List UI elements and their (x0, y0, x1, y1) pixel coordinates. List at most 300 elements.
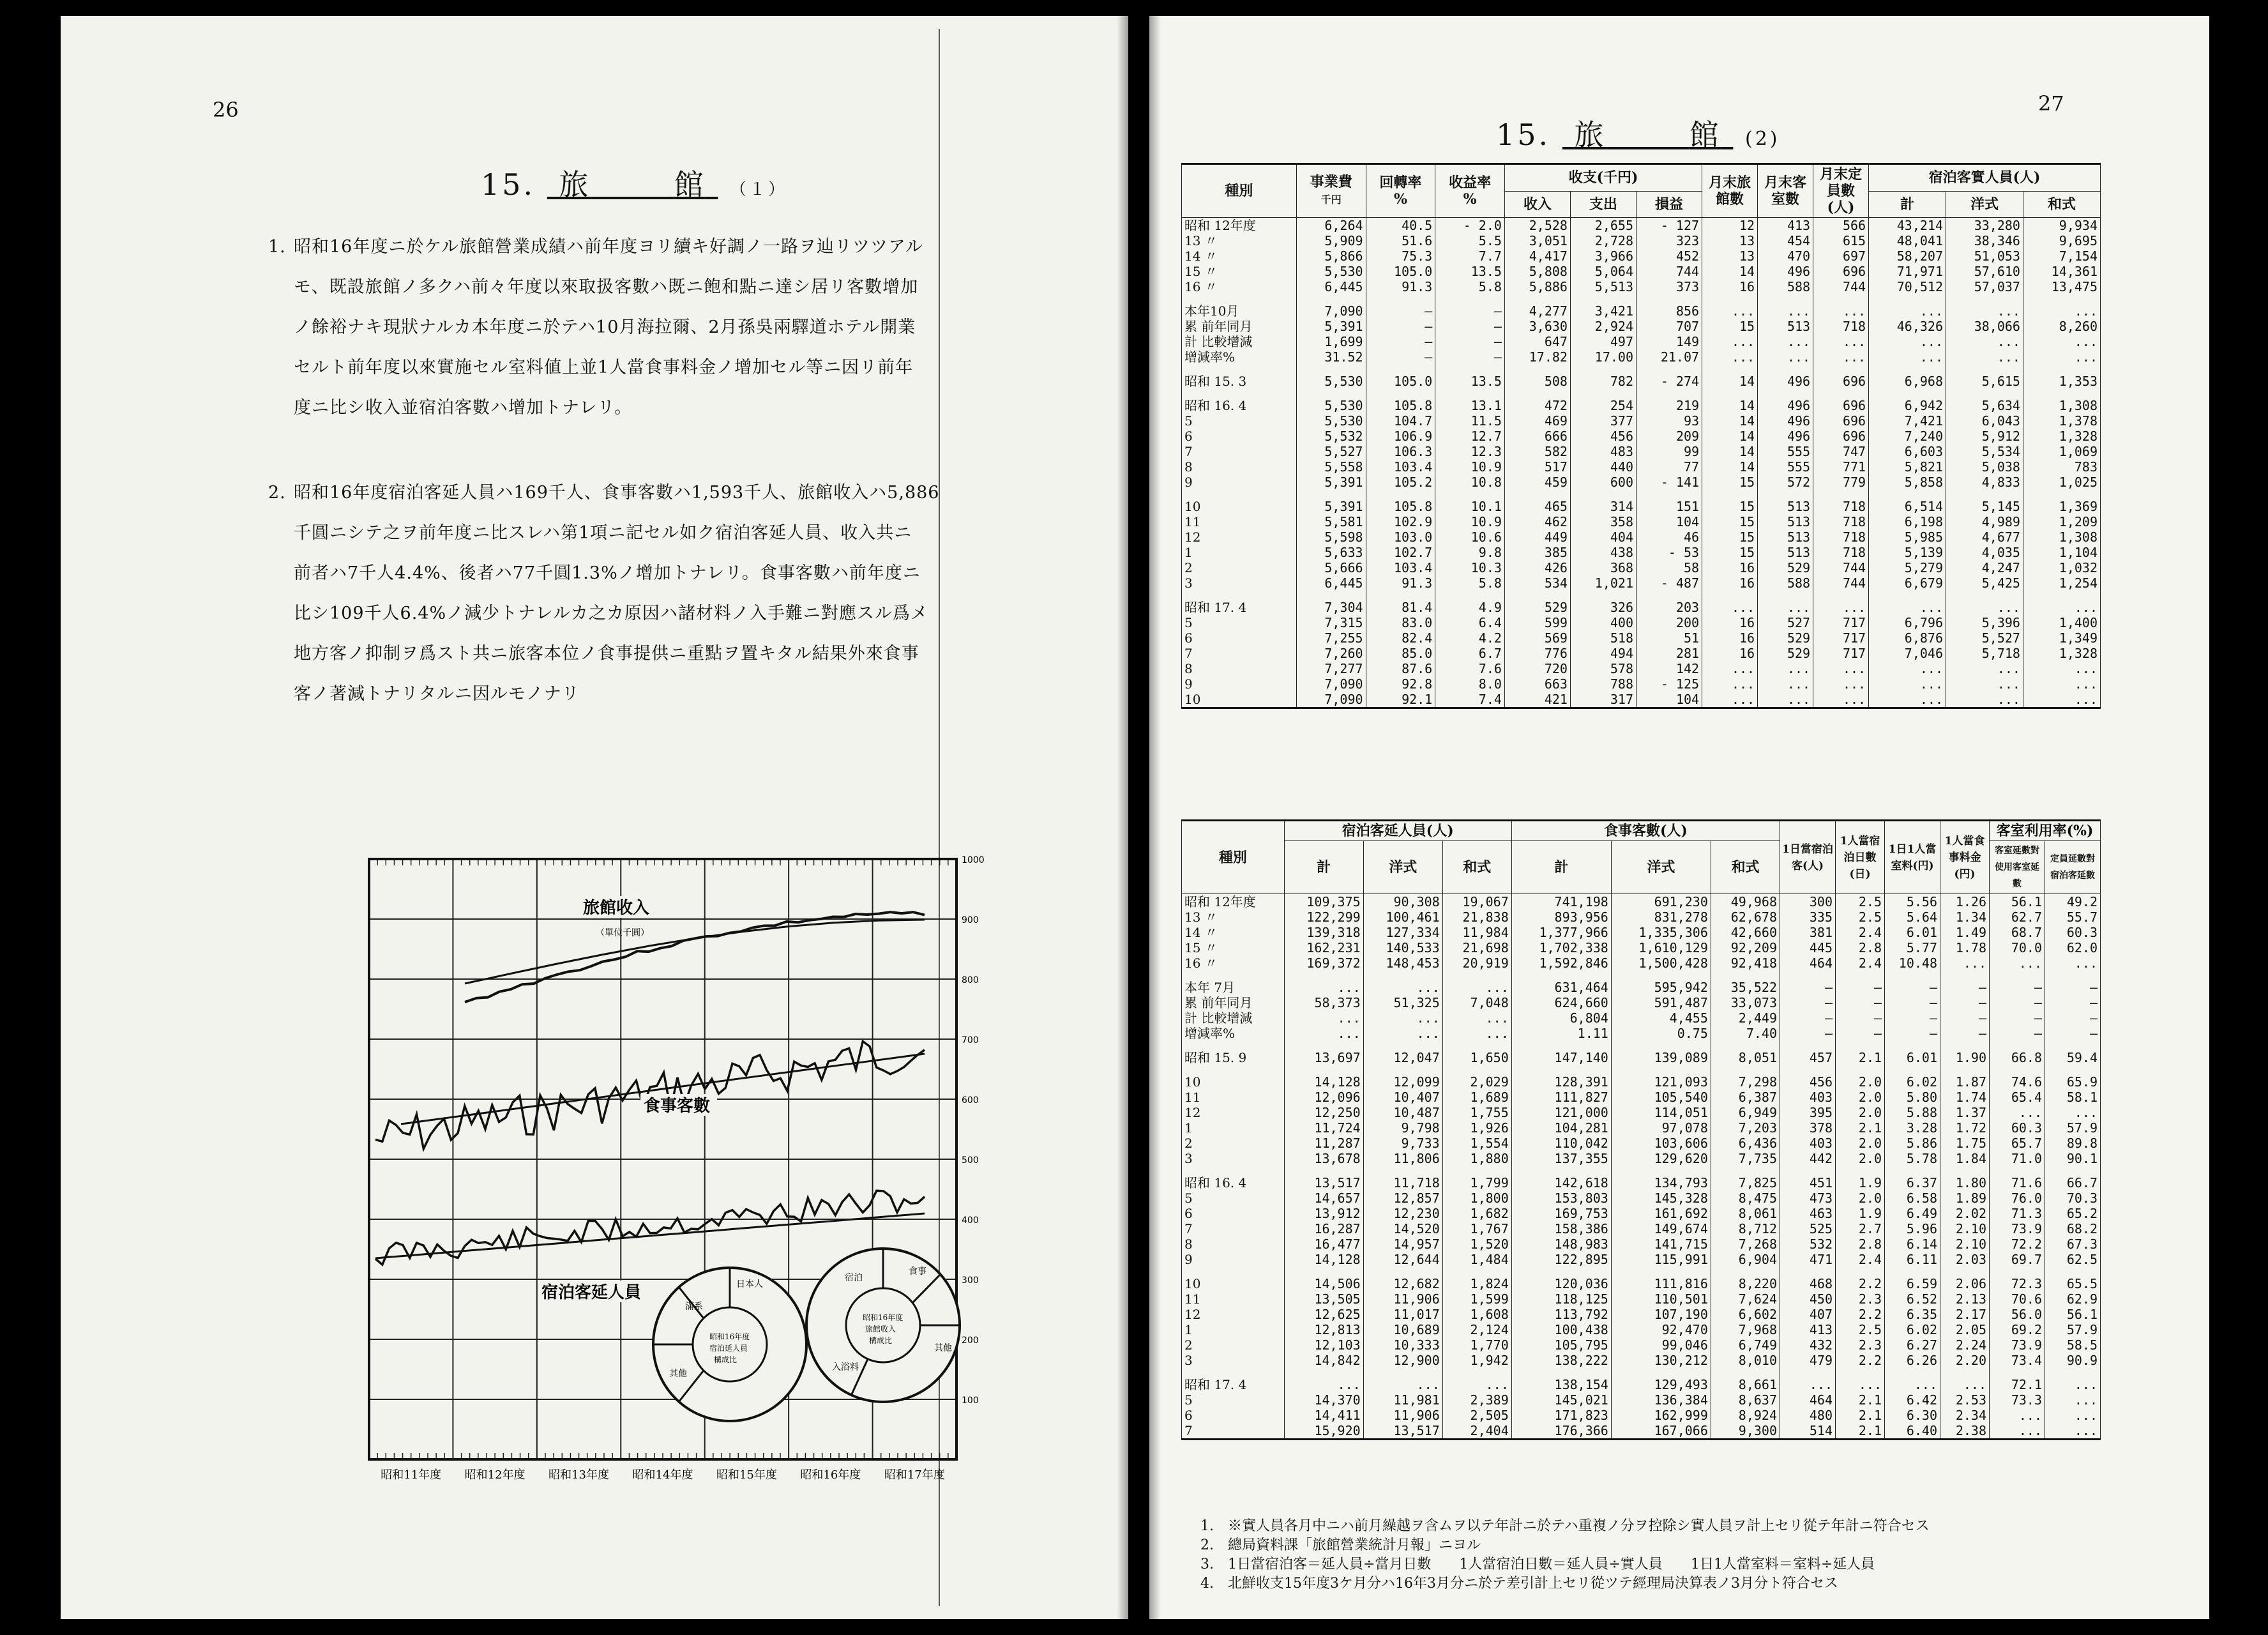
table-cell: 14,657 (1284, 1190, 1363, 1206)
pie-income-composition (806, 1249, 960, 1402)
table-cell: 14,506 (1284, 1276, 1363, 1291)
table-cell: 413 (1780, 1322, 1836, 1337)
table-cell: 121,093 (1611, 1074, 1711, 1090)
table-cell: 4,035 (1946, 545, 2023, 560)
y-tick-label: 900 (962, 915, 979, 925)
table-cell: 120,036 (1511, 1276, 1611, 1291)
table-cell: 4.9 (1435, 600, 1505, 615)
text-line: 比シ109千人6.4%ノ減少トナレルカ之カ原因ハ諸材料ノ入手難ニ對應スル爲メ (294, 604, 928, 623)
table-cell: ... (1836, 1377, 1885, 1392)
y-tick-label: 100 (962, 1395, 979, 1406)
row-label: 增減率% (1182, 349, 1297, 365)
row-label: 昭和 15. 9 (1182, 1050, 1285, 1065)
table-cell: 2.10 (1940, 1236, 1990, 1252)
y-tick-label: 600 (962, 1095, 979, 1106)
table-cell: 254 (1570, 398, 1636, 413)
table-cell: 1,378 (2023, 413, 2100, 429)
table-cell: 6.01 (1885, 925, 1940, 940)
table-cell (1836, 1368, 1885, 1377)
row-label: 6 (1182, 1206, 1285, 1221)
table-cell: 11,984 (1442, 925, 1511, 940)
table-cell: 6,445 (1296, 279, 1366, 294)
table-row (1182, 319, 2101, 334)
table-cell: 532 (1780, 1236, 1836, 1252)
table-cell: — (2045, 995, 2101, 1010)
table-cell: 4,455 (1611, 1010, 1711, 1026)
col-guests-western: 洋式 (1946, 191, 2023, 217)
table-cell: 7,304 (1296, 600, 1366, 615)
table-cell: 6.26 (1885, 1353, 1940, 1368)
table-cell (2045, 1368, 2101, 1377)
table-cell: ... (1758, 303, 1813, 319)
table-cell: 1,520 (1442, 1236, 1511, 1252)
table-cell: 1,650 (1442, 1050, 1511, 1065)
table-cell: 6.52 (1885, 1291, 1940, 1307)
table-cell: 5.88 (1885, 1105, 1940, 1120)
table-cell (1284, 1065, 1363, 1074)
table-cell: 2,528 (1504, 218, 1570, 234)
table-cell: — (1780, 995, 1836, 1010)
table-cell: 10.48 (1885, 955, 1940, 971)
table-cell: 13 (1702, 233, 1758, 248)
separator-row (1182, 1065, 2101, 1074)
table-cell: — (1780, 1026, 1836, 1041)
table-cell: 58,207 (1869, 248, 1946, 264)
table-cell: 6,942 (1869, 398, 1946, 413)
title-underlined (1562, 118, 1734, 152)
table-cell: 14 (1702, 398, 1758, 413)
y-tick-label: 500 (962, 1155, 979, 1166)
table-cell: 15 (1702, 514, 1758, 529)
table-cell: 51.6 (1366, 233, 1435, 248)
table-cell (1284, 1041, 1363, 1050)
table-cell: 129,493 (1611, 1377, 1711, 1392)
table-cell: 15 (1702, 475, 1758, 490)
table-cell: 43,214 (1869, 218, 1946, 234)
table-cell: ... (1885, 1377, 1940, 1392)
table-cell: 582 (1504, 444, 1570, 459)
table-cell: 1.87 (1940, 1074, 1990, 1090)
table-cell: 14 (1702, 413, 1758, 429)
table-cell: 6,603 (1869, 444, 1946, 459)
table-cell (1296, 365, 1366, 374)
table-cell: 57.9 (2045, 1322, 2101, 1337)
table-cell: 404 (1570, 529, 1636, 545)
table-cell: 1.74 (1940, 1090, 1990, 1105)
col-per-person-days: 1人當宿泊日數(日) (1836, 821, 1885, 894)
table-cell: 12.7 (1435, 429, 1505, 444)
table-cell: 456 (1780, 1074, 1836, 1090)
table-cell: 106.3 (1366, 444, 1435, 459)
table-cell: 2.06 (1940, 1276, 1990, 1291)
table-cell: 118,125 (1511, 1291, 1611, 1307)
table-cell (1780, 1041, 1836, 1050)
table-cell: 13,697 (1284, 1050, 1363, 1065)
table-cell: 7,090 (1296, 303, 1366, 319)
table-cell: 2.17 (1940, 1307, 1990, 1322)
table-cell: 76.0 (1990, 1190, 2045, 1206)
separator-row (1182, 1267, 2101, 1276)
table-cell (1702, 389, 1758, 398)
table-cell: 148,983 (1511, 1236, 1611, 1252)
table-cell: 2,389 (1442, 1392, 1511, 1408)
text-line: 昭和16年度ニ於ケル旅館營業成績ハ前年度ヨリ續キ好調ノ一路ヲ辿リツツアル (294, 237, 923, 257)
table-cell: 696 (1813, 413, 1869, 429)
table-cell: 60.3 (1990, 1120, 2045, 1136)
table-cell: 142,618 (1511, 1175, 1611, 1190)
table-cell: 16 (1702, 575, 1758, 591)
table-cell: 6,876 (1869, 630, 1946, 646)
table-cell: 464 (1780, 955, 1836, 971)
table-cell: 38,346 (1946, 233, 2023, 248)
table-cell (1182, 971, 1285, 980)
table-cell: — (1836, 995, 1885, 1010)
table-cell: 1,926 (1442, 1120, 1511, 1136)
table-cell: 6.02 (1885, 1074, 1940, 1090)
table-cell (2045, 1267, 2101, 1276)
section-title-left (481, 162, 787, 204)
table-row (1182, 575, 2101, 591)
table-cell (1940, 1166, 1990, 1175)
table-cell: ... (1813, 692, 1869, 708)
table-cell: ... (1946, 692, 2023, 708)
table-cell: ... (1442, 980, 1511, 995)
col-meal-fee: 1人當食事料金(円) (1940, 821, 1990, 894)
table-cell (1836, 971, 1885, 980)
table-cell: 10,333 (1363, 1337, 1442, 1353)
table-row (1182, 955, 2101, 971)
table-cell: 377 (1570, 413, 1636, 429)
table-cell: 93 (1637, 413, 1702, 429)
table-cell: 219 (1637, 398, 1702, 413)
table-cell: 472 (1504, 398, 1570, 413)
table-row (1182, 349, 2101, 365)
income-unit-label: （單位千圓） (596, 928, 649, 938)
table-cell (1284, 971, 1363, 980)
table-row (1182, 374, 2101, 389)
table-cell: — (1366, 319, 1435, 334)
table-cell (1296, 294, 1366, 303)
table-cell: 1,254 (2023, 575, 2100, 591)
table-cell: ... (1702, 676, 1758, 692)
table-row (1182, 630, 2101, 646)
title-number: 15. (481, 167, 536, 202)
table-cell: 385 (1504, 545, 1570, 560)
table-cell (1702, 591, 1758, 600)
table-cell: ... (2045, 955, 2101, 971)
text-line: 昭和16年度宿泊客延人員ハ169千人、食事客數ハ1,593千人、旅館收入ハ5,886 (294, 483, 940, 503)
table-cell: 438 (1570, 545, 1636, 560)
table-cell (1990, 1041, 2045, 1050)
table-cell (1758, 490, 1813, 499)
table-cell: 13,517 (1363, 1423, 1442, 1440)
table-cell: 0.75 (1611, 1026, 1711, 1041)
table-cell (1885, 1041, 1940, 1050)
table-cell: 162,231 (1284, 940, 1363, 955)
table-row (1182, 264, 2101, 279)
row-label: 7 (1182, 646, 1297, 661)
table-cell: 5.86 (1885, 1136, 1940, 1151)
table-cell: ... (1946, 676, 2023, 692)
table-cell: ... (1442, 1010, 1511, 1026)
table-cell: 136,384 (1611, 1392, 1711, 1408)
table-cell: 6,602 (1711, 1307, 1780, 1322)
table-cell: 69.2 (1990, 1322, 2045, 1337)
table-cell: ... (2023, 676, 2100, 692)
table-cell: 494 (1570, 646, 1636, 661)
table-cell: 496 (1758, 398, 1813, 413)
table-cell: 11,981 (1363, 1392, 1442, 1408)
table-row (1182, 1307, 2101, 1322)
table-cell: 14 (1702, 444, 1758, 459)
table-cell: 46 (1637, 529, 1702, 545)
table-cell: ... (1813, 600, 1869, 615)
table-cell: 73.9 (1990, 1337, 2045, 1353)
table-cell: 527 (1758, 615, 1813, 630)
table-row (1182, 1175, 2101, 1190)
table-cell: 483 (1570, 444, 1636, 459)
table-cell: 469 (1504, 413, 1570, 429)
table-cell: 65.2 (2045, 1206, 2101, 1221)
table-cell: ... (1990, 1423, 2045, 1440)
table-cell: 72.2 (1990, 1236, 2045, 1252)
table-cell: 49,968 (1711, 894, 1780, 910)
table-cell: 5,425 (1946, 575, 2023, 591)
table-cell: 555 (1758, 459, 1813, 475)
row-label: 7 (1182, 444, 1297, 459)
row-label: 11 (1182, 514, 1297, 529)
col-stay-western: 洋式 (1363, 841, 1442, 894)
table-cell: 122,299 (1284, 909, 1363, 925)
hotel-trend-chart (296, 840, 1030, 1485)
table-cell: 7,048 (1442, 995, 1511, 1010)
table-cell (1711, 1267, 1780, 1276)
table-row (1182, 1353, 2101, 1368)
x-tick-label: 昭和15年度 (716, 1468, 777, 1482)
col-hotels: 月末旅館數 (1702, 164, 1758, 218)
table-cell: 1,032 (2023, 560, 2100, 575)
paragraph-1 (268, 227, 1073, 428)
table-cell (1637, 365, 1702, 374)
table-cell: 12,096 (1284, 1090, 1363, 1105)
row-label: 12 (1182, 1105, 1285, 1120)
table-cell: ... (2023, 692, 2100, 708)
table-cell: ... (1284, 1010, 1363, 1026)
table-cell: 12,900 (1363, 1353, 1442, 1368)
x-tick-label: 昭和13年度 (548, 1468, 610, 1482)
row-label: 本年10月 (1182, 303, 1297, 319)
table-cell: 16 (1702, 646, 1758, 661)
table-cell (1611, 971, 1711, 980)
table-cell: — (1885, 1026, 1940, 1041)
table-cell: 442 (1780, 1151, 1836, 1166)
table-cell: 65.4 (1990, 1090, 2045, 1105)
table-cell (1780, 971, 1836, 980)
table-cell (1182, 365, 1297, 374)
table-cell: 71.3 (1990, 1206, 2045, 1221)
table-cell: ... (1758, 692, 1813, 708)
table-cell: 696 (1813, 264, 1869, 279)
table-cell: 1.26 (1940, 894, 1990, 910)
table-row (1182, 1377, 2101, 1392)
row-label: 6 (1182, 429, 1297, 444)
table-cell: 508 (1504, 374, 1570, 389)
table-cell: 70.0 (1990, 940, 2045, 955)
table-cell (1637, 591, 1702, 600)
table-cell (1990, 1267, 2045, 1276)
table-cell: 48,041 (1869, 233, 1946, 248)
table-cell: ... (1990, 1105, 2045, 1120)
table-cell: 6.27 (1885, 1337, 1940, 1353)
table-row (1182, 1408, 2101, 1423)
table-cell: 5.56 (1885, 894, 1940, 910)
table-cell (1758, 365, 1813, 374)
table-cell: 14,411 (1284, 1408, 1363, 1423)
table-cell (1442, 1041, 1511, 1050)
table-cell: 87.6 (1366, 661, 1435, 676)
row-label: 2 (1182, 560, 1297, 575)
table-cell: — (2045, 1010, 2101, 1026)
table-row (1182, 1337, 2101, 1353)
table-cell: 5,391 (1296, 319, 1366, 334)
table-cell: 10.8 (1435, 475, 1505, 490)
table-cell: 5,858 (1869, 475, 1946, 490)
table-cell: - 487 (1637, 575, 1702, 591)
table-cell: 105.8 (1366, 499, 1435, 514)
table-row (1182, 1190, 2101, 1206)
table-cell: 496 (1758, 374, 1813, 389)
table-cell: 1.34 (1940, 909, 1990, 925)
table-cell: 2.24 (1940, 1337, 1990, 1353)
table-cell: — (1366, 303, 1435, 319)
table-cell: 7,277 (1296, 661, 1366, 676)
table-cell: 13,517 (1284, 1175, 1363, 1190)
table-cell: - 53 (1637, 545, 1702, 560)
table-cell: 49.2 (2045, 894, 2101, 910)
table-cell: 9,695 (2023, 233, 2100, 248)
table-cell (1363, 971, 1442, 980)
note-line: 2. 總局資料課「旅館營業統計月報」ニヨル (1200, 1537, 1481, 1553)
row-label: 1 (1182, 545, 1297, 560)
table-cell: 663 (1504, 676, 1570, 692)
table-cell (1570, 490, 1636, 499)
table-cell: ... (2023, 349, 2100, 365)
row-label: 8 (1182, 459, 1297, 475)
table-cell: 169,753 (1511, 1206, 1611, 1221)
table-cell: 16,287 (1284, 1221, 1363, 1236)
table-cell: 103,606 (1611, 1136, 1711, 1151)
table-cell: 2.03 (1940, 1252, 1990, 1267)
table-cell: 2,449 (1711, 1010, 1780, 1026)
note-line: 3. 1日當宿泊客＝延人員÷當月日數 1人當宿泊日數＝延人員÷實人員 1日1人當室料＝室料÷延人員 (1200, 1556, 1875, 1572)
table-cell (2045, 971, 2101, 980)
table-cell (1869, 365, 1946, 374)
table-cell: 58.1 (2045, 1090, 2101, 1105)
table-cell: 11,287 (1284, 1136, 1363, 1151)
table-cell: 4,833 (1946, 475, 2023, 490)
table-cell: 7,240 (1869, 429, 1946, 444)
table-cell: 1,608 (1442, 1307, 1511, 1322)
table-cell: ... (2045, 1105, 2101, 1120)
table-cell (1611, 1267, 1711, 1276)
table-cell: 12,099 (1363, 1074, 1442, 1090)
table-cell: 10.1 (1435, 499, 1505, 514)
table-cell: ... (1758, 676, 1813, 692)
table-cell: 3,966 (1570, 248, 1636, 264)
table-cell: — (1435, 319, 1505, 334)
table-cell: 464 (1780, 1392, 1836, 1408)
table-cell: 15 (1702, 545, 1758, 560)
col-rooms: 月末客室數 (1758, 164, 1813, 218)
note-line: 4. 北鮮收支15年度3ケ月分ハ16年3月分ニ於テ差引計上セリ從ツテ經理局決算表ノ3月分ト符合セス (1200, 1576, 1838, 1592)
table-cell: 2.1 (1836, 1120, 1885, 1136)
table-cell: 2,924 (1570, 319, 1636, 334)
table-cell: 6.49 (1885, 1206, 1940, 1221)
table-cell: 588 (1758, 575, 1813, 591)
table-cell (1702, 294, 1758, 303)
table-cell: 148,453 (1363, 955, 1442, 971)
table-cell (1182, 490, 1297, 499)
table-cell: 5,530 (1296, 374, 1366, 389)
table-cell (1504, 389, 1570, 398)
table-cell: 647 (1504, 334, 1570, 349)
table-cell: 107,190 (1611, 1307, 1711, 1322)
table-cell: 122,895 (1511, 1252, 1611, 1267)
pie1-slice-label: 滿系 (685, 1302, 703, 1312)
table-cell (2045, 1166, 2101, 1175)
table-cell: 62,678 (1711, 909, 1780, 925)
table-row (1182, 1206, 2101, 1221)
table-cell: 440 (1570, 459, 1636, 475)
table-cell: ... (1940, 955, 1990, 971)
table-cell: 4,247 (1946, 560, 2023, 575)
table-cell: ... (1780, 1377, 1836, 1392)
text-line: 前者ハ7千人4.4%、後者ハ77千圓1.3%ノ增加トナレリ。食事客數ハ前年度ニ (294, 563, 921, 583)
table-cell: 5,866 (1296, 248, 1366, 264)
text-line: 度ニ比シ收入並宿泊客數ハ增加トナレリ。 (294, 398, 633, 418)
guests-line (375, 1190, 925, 1265)
table-cell: 1.75 (1940, 1136, 1990, 1151)
table-cell (1511, 1368, 1611, 1377)
table-cell: 12,250 (1284, 1105, 1363, 1120)
table-cell: 497 (1570, 334, 1636, 349)
table-cell (1836, 1267, 1885, 1276)
table-cell: 7,298 (1711, 1074, 1780, 1090)
row-label: 1 (1182, 1120, 1285, 1136)
table-cell: ... (2023, 303, 2100, 319)
table-cell: ... (1284, 1377, 1363, 1392)
table-cell: 479 (1780, 1353, 1836, 1368)
table-row (1182, 1291, 2101, 1307)
table-cell: ... (2045, 1408, 2101, 1423)
table-cell: 14,128 (1284, 1252, 1363, 1267)
table-cell: 7,090 (1296, 676, 1366, 692)
table-cell: 19,067 (1442, 894, 1511, 910)
table-cell: 358 (1570, 514, 1636, 529)
separator-row (1182, 294, 2101, 303)
separator-row (1182, 389, 2101, 398)
table-row (1182, 940, 2101, 955)
col-stay-total: 計 (1284, 841, 1363, 894)
table-cell: 421 (1504, 692, 1570, 708)
table-cell: 9,300 (1711, 1423, 1780, 1440)
table-cell (1813, 490, 1869, 499)
table-cell: 109,375 (1284, 894, 1363, 910)
table-cell (1611, 1065, 1711, 1074)
table-row (1182, 894, 2101, 910)
table-row (1182, 1090, 2101, 1105)
table-cell: ... (1990, 1408, 2045, 1423)
